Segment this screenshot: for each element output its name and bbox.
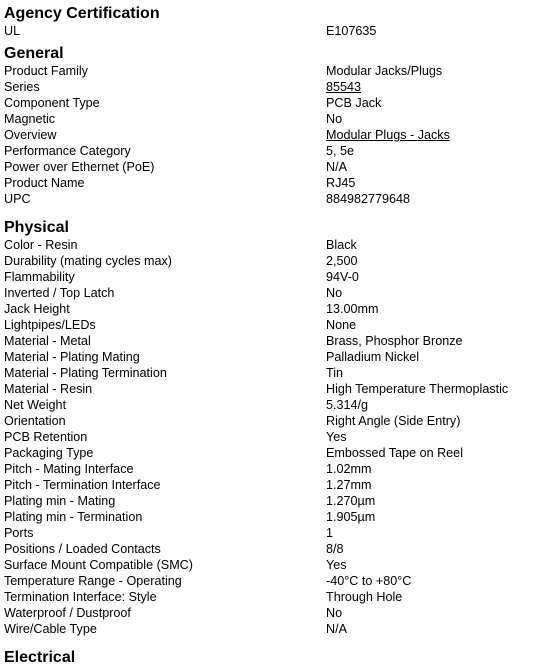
spec-value: N/A	[326, 622, 347, 636]
section-spacer	[4, 207, 552, 218]
spec-row	[4, 365, 552, 381]
spec-row	[4, 429, 552, 445]
section-physical	[4, 218, 552, 637]
spec-row	[4, 397, 552, 413]
spec-rows	[4, 23, 552, 39]
spec-label: Surface Mount Compatible (SMC)	[4, 558, 193, 572]
spec-row	[4, 79, 552, 95]
spec-label: Material - Plating Termination	[4, 366, 167, 380]
spec-row	[4, 253, 552, 269]
spec-value: No	[326, 606, 343, 620]
spec-row	[4, 541, 552, 557]
spec-label: Material - Resin	[4, 382, 93, 396]
spec-value: None	[326, 318, 357, 332]
spec-label: Plating min - Termination	[4, 510, 143, 524]
spec-value: 1.02mm	[326, 462, 372, 476]
spec-row	[4, 237, 552, 253]
spec-row	[4, 143, 552, 159]
section-title: Physical	[4, 219, 69, 236]
spec-value: -40°C to +80°C	[326, 574, 412, 588]
spec-rows	[4, 63, 552, 207]
spec-value: 1	[326, 526, 334, 540]
spec-row	[4, 477, 552, 493]
spec-value: High Temperature Thermoplastic	[326, 382, 509, 396]
spec-row	[4, 461, 552, 477]
spec-sheet	[4, 4, 552, 667]
spec-row	[4, 381, 552, 397]
spec-value: 5.314/g	[326, 398, 369, 412]
spec-row	[4, 269, 552, 285]
spec-value-link[interactable]: Modular Plugs - Jacks	[326, 128, 450, 142]
spec-label: Termination Interface: Style	[4, 590, 157, 604]
spec-row	[4, 349, 552, 365]
spec-value: N/A	[326, 160, 347, 174]
section-title: General	[4, 45, 64, 62]
spec-value: Black	[326, 238, 357, 252]
spec-value: Brass, Phosphor Bronze	[326, 334, 463, 348]
spec-value: Right Angle (Side Entry)	[326, 414, 461, 428]
spec-label: Color - Resin	[4, 238, 78, 252]
spec-label: UL	[4, 24, 21, 38]
spec-value: 1.905µm	[326, 510, 376, 524]
spec-value: Palladium Nickel	[326, 350, 420, 364]
spec-value: Tin	[326, 366, 344, 380]
spec-label: Material - Plating Mating	[4, 350, 140, 364]
spec-label: Plating min - Mating	[4, 494, 116, 508]
spec-value: 884982779648	[326, 192, 411, 206]
spec-value: Modular Jacks/Plugs	[326, 64, 443, 78]
spec-row	[4, 159, 552, 175]
spec-value: RJ45	[326, 176, 356, 190]
spec-label: Temperature Range - Operating	[4, 574, 182, 588]
spec-row	[4, 413, 552, 429]
spec-value: 1.270µm	[326, 494, 376, 508]
spec-label: Packaging Type	[4, 446, 94, 460]
spec-value: 8/8	[326, 542, 344, 556]
spec-row	[4, 23, 552, 39]
spec-label: Lightpipes/LEDs	[4, 318, 96, 332]
spec-label: Overview	[4, 128, 57, 142]
spec-row	[4, 285, 552, 301]
section-title: Agency Certification	[4, 5, 160, 22]
section-spacer	[4, 637, 552, 648]
spec-row	[4, 317, 552, 333]
spec-label: Power over Ethernet (PoE)	[4, 160, 155, 174]
spec-label: Orientation	[4, 414, 66, 428]
spec-row	[4, 621, 552, 637]
spec-value: 13.00mm	[326, 302, 379, 316]
spec-value: No	[326, 286, 343, 300]
spec-value-link[interactable]: 85543	[326, 80, 362, 94]
spec-row	[4, 509, 552, 525]
spec-value: E107635	[326, 24, 377, 38]
spec-row	[4, 525, 552, 541]
section-title: Electrical	[4, 649, 76, 666]
spec-label: Series	[4, 80, 40, 94]
spec-row	[4, 557, 552, 573]
spec-value: 94V-0	[326, 270, 359, 284]
spec-label: Inverted / Top Latch	[4, 286, 115, 300]
spec-label: Wire/Cable Type	[4, 622, 97, 636]
spec-value: Through Hole	[326, 590, 403, 604]
spec-row	[4, 301, 552, 317]
spec-value: 5, 5e	[326, 144, 355, 158]
spec-value: Yes	[326, 430, 347, 444]
spec-label: Ports	[4, 526, 34, 540]
spec-row	[4, 127, 552, 143]
spec-value: PCB Jack	[326, 96, 382, 110]
spec-label: Pitch - Mating Interface	[4, 462, 134, 476]
spec-label: Jack Height	[4, 302, 70, 316]
spec-value: 1.27mm	[326, 478, 372, 492]
spec-label: Flammability	[4, 270, 75, 284]
spec-row	[4, 111, 552, 127]
spec-value: No	[326, 112, 343, 126]
spec-label: Magnetic	[4, 112, 56, 126]
section-general	[4, 44, 552, 207]
spec-row	[4, 589, 552, 605]
spec-row	[4, 175, 552, 191]
spec-label: Product Name	[4, 176, 85, 190]
spec-label: Waterproof / Dustproof	[4, 606, 131, 620]
spec-row	[4, 605, 552, 621]
spec-label: Performance Category	[4, 144, 131, 158]
spec-label: Component Type	[4, 96, 100, 110]
spec-row	[4, 445, 552, 461]
section-electrical	[4, 648, 552, 667]
spec-row	[4, 493, 552, 509]
spec-row	[4, 95, 552, 111]
spec-label: UPC	[4, 192, 31, 206]
spec-rows	[4, 237, 552, 637]
spec-label: PCB Retention	[4, 430, 88, 444]
section-agency-certification	[4, 4, 552, 39]
spec-value: Embossed Tape on Reel	[326, 446, 463, 460]
spec-value: Yes	[326, 558, 347, 572]
spec-row	[4, 573, 552, 589]
spec-row	[4, 333, 552, 349]
spec-label: Positions / Loaded Contacts	[4, 542, 161, 556]
spec-value: 2,500	[326, 254, 358, 268]
spec-label: Pitch - Termination Interface	[4, 478, 161, 492]
spec-label: Durability (mating cycles max)	[4, 254, 172, 268]
spec-row	[4, 63, 552, 79]
spec-label: Net Weight	[4, 398, 67, 412]
spec-row	[4, 191, 552, 207]
spec-label: Material - Metal	[4, 334, 91, 348]
spec-label: Product Family	[4, 64, 88, 78]
